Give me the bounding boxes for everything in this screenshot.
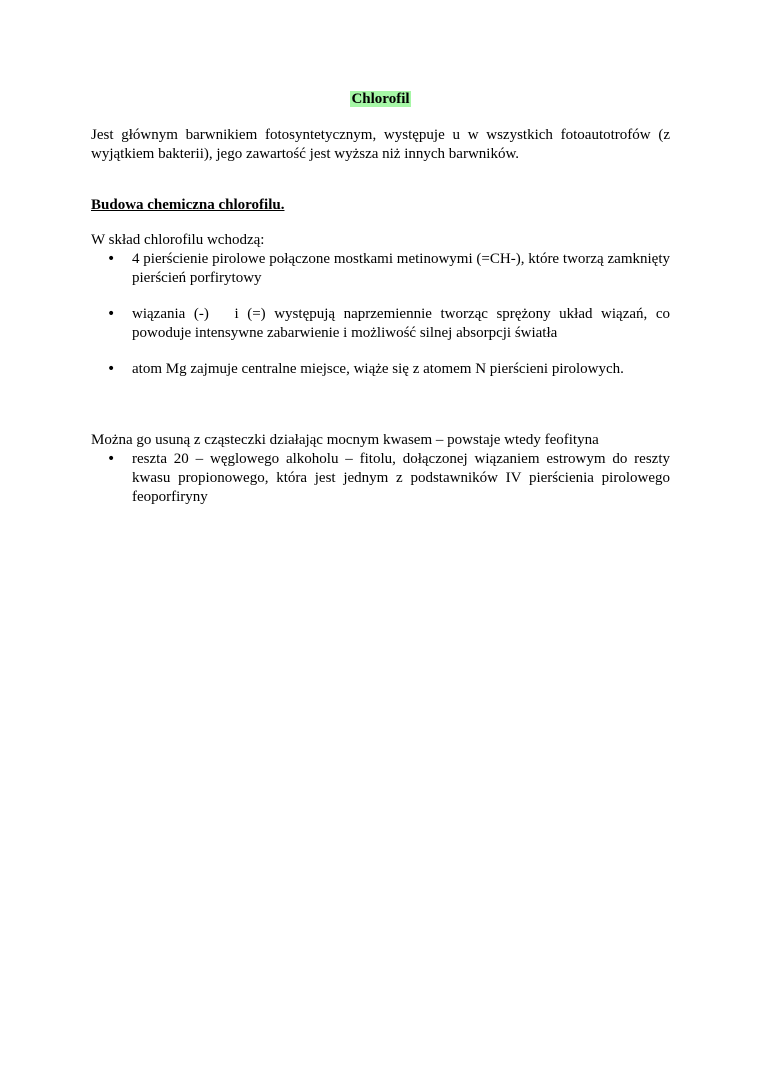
list-item-text: reszta 20 – węglowego alkoholu – fitolu, dołączonej wiązaniem estrowym do reszty kwasu propionowego, która jest jednym z podstawników IV pierścienia pirolowego feoporfiryny: [132, 451, 670, 505]
list-item: [91, 250, 670, 288]
title-highlight: Chlorofil: [351, 91, 410, 107]
bullet-icon: •: [107, 306, 116, 322]
list-item-text: 4 pierścienie pirolowe połączone mostkami metinowymi (=CH-), które tworzą zamknięty pierścień porfirytowy: [132, 251, 670, 286]
components-list: [91, 250, 674, 379]
acid-paragraph: Można go usuną z cząsteczki działając mocnym kwasem – powstaje wtedy feofityna: [91, 432, 599, 448]
document-content: [91, 90, 674, 507]
list-item-text: atom Mg zajmuje centralne miejsce, wiąże się z atomem N pierścieni pirolowych.: [132, 361, 624, 377]
list-item: [91, 305, 674, 343]
bullet-icon: •: [107, 361, 116, 377]
section-heading: Budowa chemiczna chlorofilu.: [91, 197, 285, 213]
list-item: [91, 450, 670, 507]
acid-points-list: [91, 450, 670, 507]
intro-paragraph: Jest głównym barwnikiem fotosyntetycznym, występuje u w wszystkich fotoautotrofów (z wyjątkiem bakterii), jego zawartość jest wyższa niż innych barwników.: [91, 127, 670, 162]
document-title: [91, 90, 670, 109]
bullet-icon: •: [107, 451, 116, 467]
list-item-text: wiązania (-) i (=) występują naprzemiennie tworząc sprężony układ wiązań, co powoduje intensywne zabarwienie i możliwość silnej absorpcji światła: [132, 306, 674, 341]
list-item: [91, 360, 670, 379]
bullet-icon: •: [107, 251, 116, 267]
section-lead: W skład chlorofilu wchodzą:: [91, 232, 265, 248]
